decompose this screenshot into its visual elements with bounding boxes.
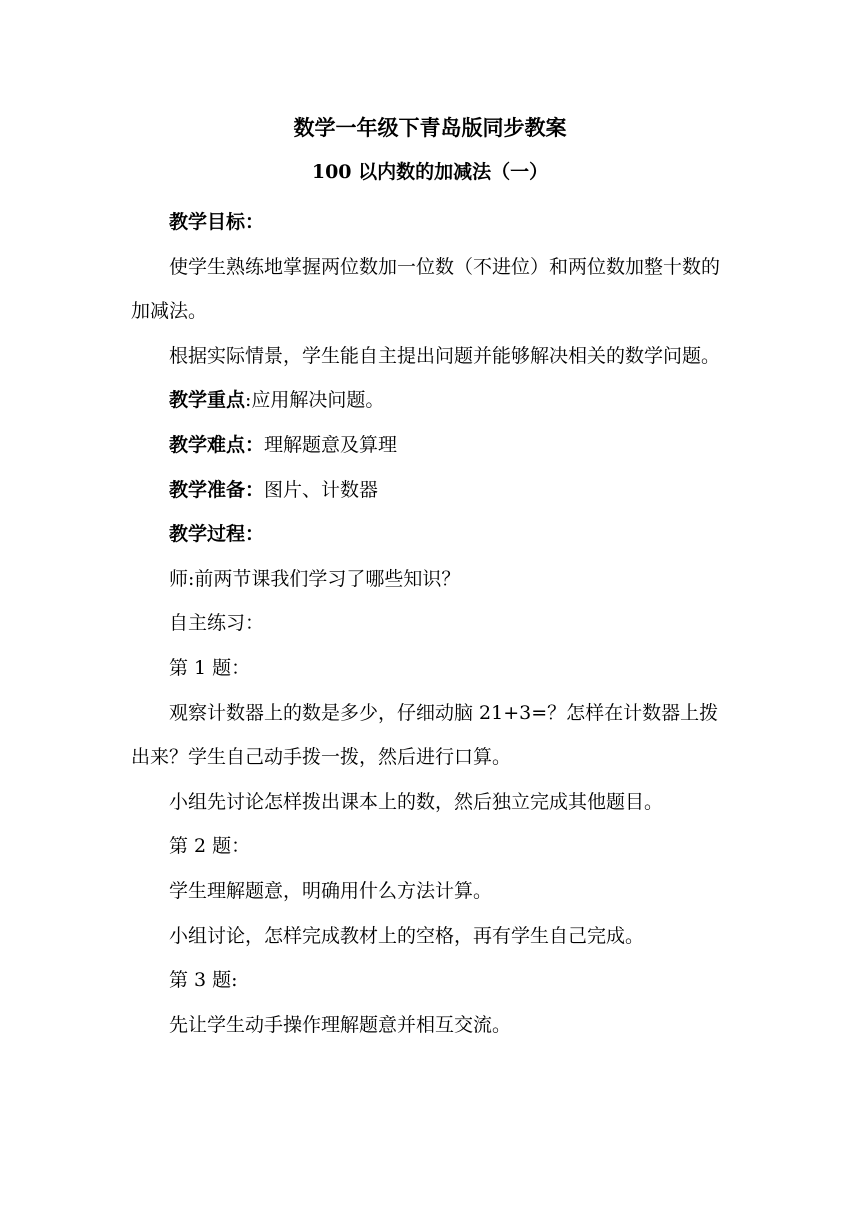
paragraph-text: :应用解决问题。 bbox=[245, 389, 385, 412]
paragraph-text: 根据实际情景，学生能自主提出问题并能够解决相关的数学问题。 bbox=[169, 344, 721, 367]
paragraph-lead: 教学准备： bbox=[169, 478, 265, 501]
paragraph bbox=[131, 557, 731, 602]
paragraph bbox=[131, 334, 731, 379]
paragraph bbox=[131, 646, 731, 691]
paragraph-text: 小组讨论，怎样完成教材上的空格，再有学生自己完成。 bbox=[169, 924, 645, 947]
paragraph-text: 先让学生动手操作理解题意并相互交流。 bbox=[169, 1013, 512, 1036]
paragraph-objectives bbox=[131, 200, 731, 245]
paragraph-difficulties bbox=[131, 423, 731, 468]
paragraph bbox=[131, 869, 731, 914]
paragraph-lead: 教学目标： bbox=[169, 211, 265, 233]
paragraph-lead: 教学过程： bbox=[169, 523, 265, 546]
paragraph-text: 图片、计数器 bbox=[264, 478, 379, 501]
paragraph-text: 使学生熟练地掌握两位数加一位数（不进位）和两位数加整十数的加减法。 bbox=[131, 255, 721, 323]
paragraph-text: 自主练习： bbox=[169, 612, 265, 635]
document-subtitle: 100 以内数的加减法（一） bbox=[311, 161, 549, 183]
paragraph-text: 学生理解题意，明确用什么方法计算。 bbox=[169, 879, 493, 902]
paragraph-text: 第 2 题： bbox=[169, 835, 251, 858]
paragraph-lead: 教学重点 bbox=[169, 389, 246, 412]
paragraph-text: 理解题意及算理 bbox=[264, 433, 398, 456]
paragraph-lead: 教学难点： bbox=[169, 433, 265, 456]
document-body bbox=[131, 200, 731, 1047]
paragraph bbox=[131, 824, 731, 869]
paragraph-text: 第 1 题： bbox=[169, 656, 251, 679]
paragraph bbox=[131, 958, 731, 1003]
paragraph bbox=[131, 245, 731, 334]
paragraph-text: 第 3 题: bbox=[169, 969, 238, 992]
paragraph bbox=[131, 914, 731, 959]
paragraph bbox=[131, 780, 731, 825]
paragraph bbox=[131, 691, 731, 780]
paragraph-key-points bbox=[131, 378, 731, 423]
paragraph-preparation bbox=[131, 468, 731, 513]
paragraph-text: 小组先讨论怎样拨出课本上的数，然后独立完成其他题目。 bbox=[169, 790, 664, 813]
document-title: 数学一年级下青岛版同步教案 bbox=[293, 115, 567, 140]
paragraph-text: 师:前两节课我们学习了哪些知识？ bbox=[169, 567, 461, 590]
paragraph-text: 观察计数器上的数是多少，仔细动脑 21+3=？怎样在计数器上拨出来？学生自己动手拨一拨，然后进行口算。 bbox=[131, 701, 719, 769]
paragraph bbox=[131, 1003, 731, 1048]
paragraph bbox=[131, 601, 731, 646]
paragraph-process bbox=[131, 512, 731, 557]
